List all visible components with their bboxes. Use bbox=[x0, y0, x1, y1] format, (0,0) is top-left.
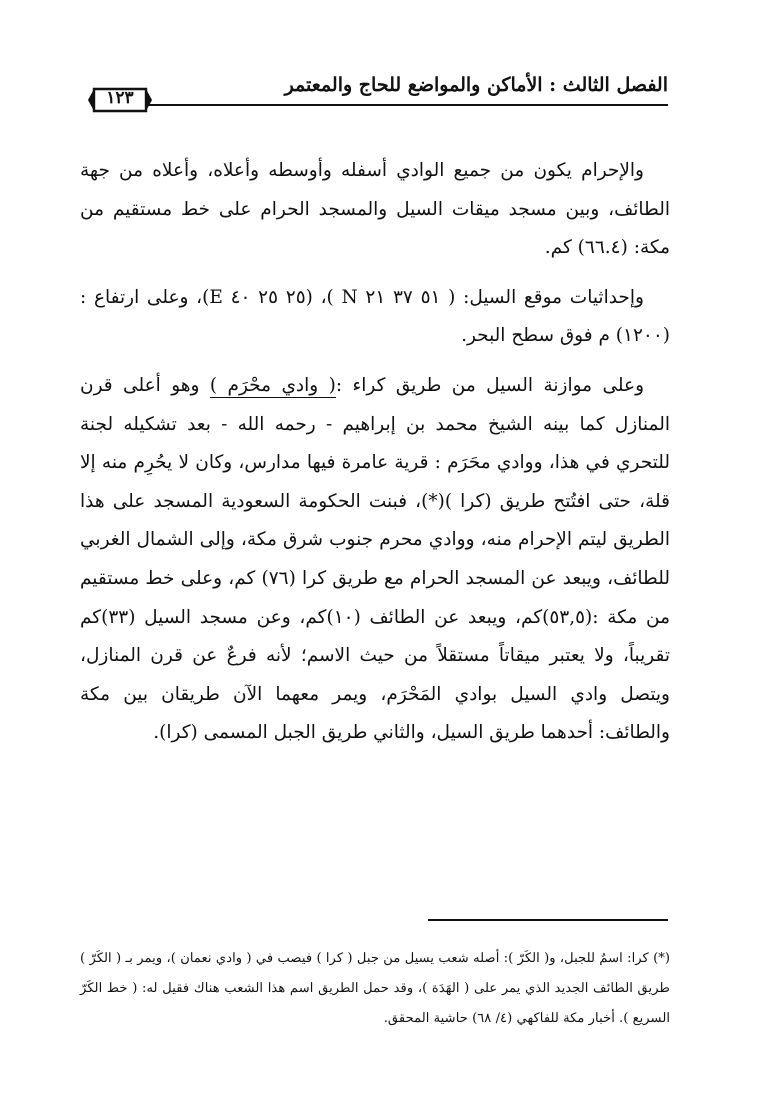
footnote-separator bbox=[428, 919, 668, 921]
main-text bbox=[80, 152, 670, 764]
running-header bbox=[88, 72, 668, 112]
paragraph-1-text: والإحرام يكون من جميع الوادي أسفله وأوسطه وأعلاه، وأعلاه من جهة الطائف، وبين مسجد ميقات السيل والمسجد الحرام على خط مستقيم من مكة: (٦٦.٤) كم. bbox=[80, 160, 670, 259]
paragraph-2-text: وإحداثيات موقع السيل: ( ٥١ ٣٧ ٢١ N )، (٢٥ ٢٥ ٤٠ E)، وعلى ارتفاع : (١٢٠٠) م فوق سطح البحر. bbox=[80, 286, 670, 347]
page-number: ١٢٣ bbox=[106, 88, 134, 108]
underlined-place-name: ( وادي محْرَم ) bbox=[209, 374, 336, 396]
footnote-text: (*) كرا: اسمٌ للجبل، و( الكَرّ ): أصله شعب يسيل من جبل ( كرا ) فيصب في ( وادي نعمان )، ويمر بـ ( الكَرّ ) طريق الطائف الجديد الذي يمر على ( الهَدَة )، وقد حمل الطريق اسم هذا الشعب هناك فقيل له: ( خط الكَرّ السريع ). أخبار مكة للفاكهي (٤/ ٦٨) حاشية المحقق. bbox=[80, 951, 670, 1026]
paragraph-2 bbox=[80, 279, 670, 356]
chapter-title: الفصل الثالث : الأماكن والمواضع للحاج والمعتمر bbox=[284, 74, 668, 96]
header-rule bbox=[148, 104, 668, 106]
page-number-frame bbox=[88, 86, 152, 114]
paragraph-1 bbox=[80, 152, 670, 268]
paragraph-3 bbox=[80, 367, 670, 753]
paragraph-3-text-start: وعلى موازنة السيل من طريق كراء : bbox=[335, 374, 645, 396]
footnote bbox=[80, 944, 670, 1034]
paragraph-3-text-rest: وهو أعلى قرن المنازل كما بينه الشيخ محمد بن إبراهيم - رحمه الله - بعد تشكيله لجنة للتحري في هذا، ووادي محَرَم : قرية عامرة فيها مدارس، وكان لا يحُرِم منه إلا قلة، حتى افتُتح طريق (كرا )(*)، فبنت الحكومة السعودية المسجد على هذا الطريق ليتم الإحرام منه، ووادي محرم جنوب شرق مكة، وإلى الشمال الغربي للطائف، ويبعد عن المسجد الحرام مع طريق كرا (٧٦) كم، وعلى خط مستقيم من مكة :(٥٣,٥)كم، ويبعد عن الطائف (١٠)كم، وعن مسجد السيل (٣٣)كم تقريباً، ولا يعتبر ميقاتاً مستقلاً من حيث الاسم؛ لأنه فرعٌ عن قرن المنازل، ويتصل وادي السيل بوادي المَحْرَم، ويمر معهما الآن طريقان بين مكة والطائف: أحدهما طريق السيل، والثاني طريق الجبل المسمى (كرا). bbox=[80, 374, 671, 744]
